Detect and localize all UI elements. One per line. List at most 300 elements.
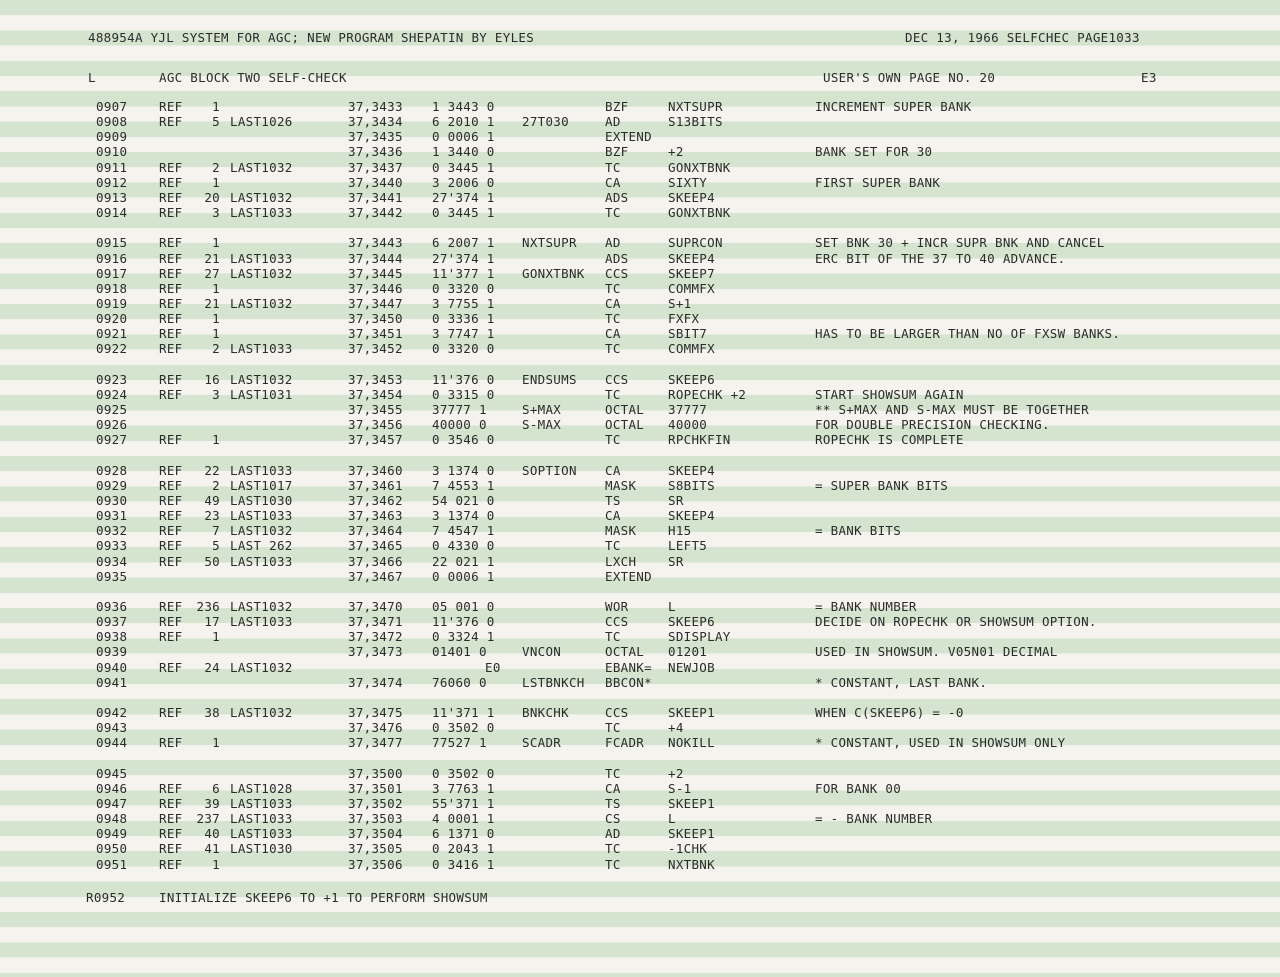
listing-ref-last: LAST 262 [230, 538, 293, 554]
listing-ref-count: 21 [204, 295, 220, 311]
listing-label: BNKCHK [522, 705, 569, 720]
listing-octal-word: 40000 0 [432, 417, 487, 433]
listing-opcode: CCS [605, 705, 629, 720]
listing-ref-last: LAST1033 [230, 462, 293, 478]
listing-line-number: 0950 [96, 841, 128, 857]
subheader-mark: L [88, 70, 96, 85]
listing-ref-keyword: REF [159, 614, 183, 630]
listing-address: 37,3474 [348, 674, 403, 690]
listing-ref-last: LAST1033 [230, 553, 293, 569]
listing-opcode: CA [605, 508, 621, 524]
listing-operand: COMMFX [668, 341, 715, 357]
listing-line-number: 0936 [96, 598, 128, 614]
listing-ref-last: LAST1032 [230, 265, 293, 281]
listing-ref-keyword: REF [159, 523, 183, 539]
listing-operand: S8BITS [668, 477, 715, 493]
listing-operand: 01201 [668, 644, 708, 660]
listing-line-number: 0915 [96, 235, 128, 251]
listing-opcode: TC [605, 856, 621, 872]
listing-address: 37,3444 [348, 250, 403, 266]
listing-address: 37,3472 [348, 629, 403, 645]
listing-comment: = SUPER BANK BITS [815, 477, 949, 493]
listing-ref-keyword: REF [159, 492, 183, 508]
listing-ref-count: 7 [212, 523, 220, 539]
listing-ref-keyword: REF [159, 371, 183, 387]
listing-operand: L [668, 598, 676, 614]
listing-opcode: TC [605, 629, 621, 645]
listing-line-number: 0932 [96, 523, 128, 539]
listing-line-number: 0930 [96, 492, 128, 508]
listing-address: 37,3504 [348, 826, 403, 842]
listing-octal-word: 3 1374 0 [432, 462, 495, 478]
subheader-code: E3 [1141, 70, 1157, 85]
listing-octal-word: 0 4330 0 [432, 538, 495, 554]
listing-opcode: TC [605, 720, 621, 736]
listing-operand: GONXTBNK [668, 159, 731, 175]
listing-ref-keyword: REF [159, 159, 183, 175]
listing-opcode: EXTEND [605, 129, 652, 145]
listing-ref-last: LAST1033 [230, 205, 293, 221]
listing-ref-count: 1 [212, 280, 220, 296]
listing-opcode: TC [605, 841, 621, 857]
listing-ref-keyword: REF [159, 508, 183, 524]
listing-octal-word: 4 0001 1 [432, 811, 495, 827]
listing-address: 37,3450 [348, 311, 403, 327]
listing-operand: NEWJOB [668, 659, 715, 675]
listing-ref-count: 2 [212, 159, 220, 175]
listing-ref-keyword: REF [159, 780, 183, 796]
listing-octal-word: 27'374 1 [432, 189, 495, 205]
subheader-title: AGC BLOCK TWO SELF-CHECK [159, 70, 347, 85]
listing-line-number: 0947 [96, 795, 128, 811]
listing-address: 37,3440 [348, 174, 403, 190]
listing-ref-keyword: REF [159, 265, 183, 281]
listing-line-number: 0948 [96, 811, 128, 827]
listing-ref-count: 1 [212, 432, 220, 448]
listing-opcode: CCS [605, 371, 629, 387]
listing-ref-keyword: REF [159, 598, 183, 614]
listing-ref-last: LAST1033 [230, 795, 293, 811]
listing-octal-word: 0 0006 1 [432, 129, 495, 145]
listing-address: 37,3467 [348, 568, 403, 584]
listing-ref-keyword: REF [159, 235, 183, 251]
listing-operand: L [668, 811, 676, 827]
listing-line-number: 0913 [96, 189, 128, 205]
listing-opcode: CCS [605, 265, 629, 281]
listing-opcode: TC [605, 386, 621, 402]
listing-line-number: 0928 [96, 462, 128, 478]
listing-octal-word: E0 [485, 659, 501, 675]
listing-ref-keyword: REF [159, 856, 183, 872]
listing-comment: FIRST SUPER BANK [815, 174, 941, 190]
listing-operand: RPCHKFIN [668, 432, 731, 448]
listing-ref-count: 1 [212, 311, 220, 327]
listing-ref-last: LAST1032 [230, 523, 293, 539]
listing-octal-word: 7 4553 1 [432, 477, 495, 493]
listing-ref-keyword: REF [159, 841, 183, 857]
listing-opcode: CA [605, 174, 621, 190]
listing-ref-last: LAST1033 [230, 811, 293, 827]
listing-ref-keyword: REF [159, 205, 183, 221]
listing-address: 37,3435 [348, 129, 403, 145]
listing-opcode: CA [605, 326, 621, 342]
listing-address: 37,3451 [348, 326, 403, 342]
listing-line-number: 0940 [96, 659, 128, 675]
listing-octal-word: 3 1374 0 [432, 508, 495, 524]
listing-ref-count: 237 [196, 811, 220, 827]
listing-ref-keyword: REF [159, 432, 183, 448]
listing-opcode: TS [605, 492, 621, 508]
listing-opcode: BBCON* [605, 674, 652, 690]
listing-ref-count: 1 [212, 235, 220, 251]
listing-ref-last: LAST1017 [230, 477, 293, 493]
listing-opcode: AD [605, 235, 621, 251]
listing-operand: SKEEP4 [668, 462, 715, 478]
listing-operand: SKEEP1 [668, 795, 715, 811]
listing-ref-count: 236 [196, 598, 220, 614]
listing-ref-last: LAST1032 [230, 705, 293, 720]
listing-operand: -1CHK [668, 841, 708, 857]
listing-operand: SIXTY [668, 174, 708, 190]
listing-operand: FXFX [668, 311, 700, 327]
listing-opcode: TC [605, 311, 621, 327]
listing-octal-word: 55'371 1 [432, 795, 495, 811]
listing-line-number: 0922 [96, 341, 128, 357]
listing-ref-count: 41 [204, 841, 220, 857]
listing-line-number: 0937 [96, 614, 128, 630]
listing-line-number: 0914 [96, 205, 128, 221]
listing-octal-word: 0 3320 0 [432, 341, 495, 357]
listing-ref-keyword: REF [159, 553, 183, 569]
listing-opcode: OCTAL [605, 402, 645, 417]
listing-operand: SKEEP6 [668, 614, 715, 630]
listing-address: 37,3505 [348, 841, 403, 857]
listing-ref-count: 2 [212, 341, 220, 357]
listing-ref-keyword: REF [159, 341, 183, 357]
listing-octal-word: 0 0006 1 [432, 568, 495, 584]
listing-ref-count: 17 [204, 614, 220, 630]
listing-opcode: CA [605, 462, 621, 478]
listing-octal-word: 6 1371 0 [432, 826, 495, 842]
listing-operand: SKEEP7 [668, 265, 715, 281]
listing-address: 37,3445 [348, 265, 403, 281]
listing-operand: NXTSUPR [668, 99, 723, 114]
listing-opcode: TC [605, 159, 621, 175]
listing-ref-last: LAST1032 [230, 598, 293, 614]
listing-octal-word: 1 3443 0 [432, 99, 495, 114]
listing-address: 37,3466 [348, 553, 403, 569]
listing-line-number: 0931 [96, 508, 128, 524]
listing-line-number: 0945 [96, 765, 128, 781]
listing-line-number: 0919 [96, 295, 128, 311]
listing-octal-word: 27'374 1 [432, 250, 495, 266]
listing-line-number: 0910 [96, 144, 128, 160]
listing-opcode: TC [605, 765, 621, 781]
listing-ref-last: LAST1028 [230, 780, 293, 796]
listing-ref-keyword: REF [159, 795, 183, 811]
listing-operand: SDISPLAY [668, 629, 731, 645]
listing-ref-keyword: REF [159, 477, 183, 493]
listing-ref-keyword: REF [159, 174, 183, 190]
listing-operand: LEFT5 [668, 538, 708, 554]
listing-opcode: TC [605, 280, 621, 296]
listing-ref-count: 3 [212, 386, 220, 402]
listing-label: SCADR [522, 735, 562, 751]
listing-operand: SKEEP4 [668, 189, 715, 205]
listing-ref-keyword: REF [159, 326, 183, 342]
listing-ref-count: 23 [204, 508, 220, 524]
listing-ref-last: LAST1032 [230, 159, 293, 175]
listing-line-number: 0951 [96, 856, 128, 872]
listing-octal-word: 6 2007 1 [432, 235, 495, 251]
listing-comment: BANK SET FOR 30 [815, 144, 933, 160]
listing-line-number: 0935 [96, 568, 128, 584]
listing-ref-count: 1 [212, 735, 220, 751]
listing-address: 37,3461 [348, 477, 403, 493]
listing-octal-word: 3 7763 1 [432, 780, 495, 796]
listing-octal-word: 0 3445 1 [432, 159, 495, 175]
listing-address: 37,3454 [348, 386, 403, 402]
listing-ref-count: 1 [212, 629, 220, 645]
listing-label: S+MAX [522, 402, 562, 417]
listing-operand: S+1 [668, 295, 692, 311]
listing-address: 37,3502 [348, 795, 403, 811]
listing-address: 37,3446 [348, 280, 403, 296]
listing-opcode: CCS [605, 614, 629, 630]
listing-ref-count: 39 [204, 795, 220, 811]
listing-operand: NXTBNK [668, 856, 715, 872]
listing-operand: SR [668, 553, 684, 569]
listing-ref-keyword: REF [159, 629, 183, 645]
listing-opcode: MASK [605, 523, 637, 539]
listing-octal-word: 0 3416 1 [432, 856, 495, 872]
listing-ref-last: LAST1033 [230, 250, 293, 266]
subheader-page: USER'S OWN PAGE NO. 20 [823, 70, 996, 85]
listing-ref-count: 1 [212, 174, 220, 190]
listing-line-number: 0924 [96, 386, 128, 402]
listing-comment: FOR BANK 00 [815, 780, 902, 796]
listing-comment: DECIDE ON ROPECHK OR SHOWSUM OPTION. [815, 614, 1097, 630]
listing-ref-keyword: REF [159, 826, 183, 842]
listing-ref-last: LAST1032 [230, 371, 293, 387]
listing-operand: SKEEP4 [668, 508, 715, 524]
listing-ref-count: 3 [212, 205, 220, 221]
listing-label: GONXTBNK [522, 265, 585, 281]
listing-opcode: TS [605, 795, 621, 811]
listing-opcode: BZF [605, 99, 629, 114]
listing-line-number: 0909 [96, 129, 128, 145]
listing-address: 37,3447 [348, 295, 403, 311]
listing-ref-keyword: REF [159, 386, 183, 402]
footer-line-number: R0952 [86, 890, 126, 905]
listing-octal-word: 22 021 1 [432, 553, 495, 569]
footer-comment: INITIALIZE SKEEP6 TO +1 TO PERFORM SHOWSUM [159, 890, 488, 905]
listing-operand: 40000 [668, 417, 708, 433]
listing-comment: ** S+MAX AND S-MAX MUST BE TOGETHER [815, 402, 1089, 417]
listing-operand: +2 [668, 765, 684, 781]
listing-address: 37,3477 [348, 735, 403, 751]
listing-ref-count: 1 [212, 99, 220, 114]
listing-address: 37,3501 [348, 780, 403, 796]
listing-ref-last: LAST1033 [230, 508, 293, 524]
listing-octal-word: 6 2010 1 [432, 114, 495, 130]
listing-comment: INCREMENT SUPER BANK [815, 99, 972, 114]
listing-line-number: 0923 [96, 371, 128, 387]
listing-ref-keyword: REF [159, 189, 183, 205]
listing-address: 37,3465 [348, 538, 403, 554]
listing-address: 37,3457 [348, 432, 403, 448]
listing-line-number: 0908 [96, 114, 128, 130]
listing-line-number: 0920 [96, 311, 128, 327]
listing-line-number: 0916 [96, 250, 128, 266]
listing-opcode: CA [605, 780, 621, 796]
listing-ref-count: 5 [212, 538, 220, 554]
listing-address: 37,3441 [348, 189, 403, 205]
listing-operand: SKEEP4 [668, 250, 715, 266]
listing-address: 37,3462 [348, 492, 403, 508]
listing-comment: FOR DOUBLE PRECISION CHECKING. [815, 417, 1050, 433]
listing-octal-word: 77527 1 [432, 735, 487, 751]
listing-address: 37,3476 [348, 720, 403, 736]
listing-opcode: FCADR [605, 735, 645, 751]
listing-opcode: AD [605, 114, 621, 130]
listing-octal-word: 0 3546 0 [432, 432, 495, 448]
listing-address: 37,3437 [348, 159, 403, 175]
listing-ref-count: 49 [204, 492, 220, 508]
listing-line-number: 0934 [96, 553, 128, 569]
listing-ref-keyword: REF [159, 659, 183, 675]
listing-comment: HAS TO BE LARGER THAN NO OF FXSW BANKS. [815, 326, 1121, 342]
listing-line-number: 0941 [96, 674, 128, 690]
listing-octal-word: 3 7747 1 [432, 326, 495, 342]
listing-label: SOPTION [522, 462, 577, 478]
listing-line-number: 0942 [96, 705, 128, 720]
listing-line-number: 0949 [96, 826, 128, 842]
listing-octal-word: 01401 0 [432, 644, 487, 660]
listing-line-number: 0944 [96, 735, 128, 751]
listing-operand: SKEEP1 [668, 705, 715, 720]
header-right: DEC 13, 1966 SELFCHEC PAGE1033 [905, 30, 1140, 45]
listing-comment: * CONSTANT, USED IN SHOWSUM ONLY [815, 735, 1066, 751]
listing-octal-word: 11'376 0 [432, 614, 495, 630]
listing-address: 37,3456 [348, 417, 403, 433]
listing-operand: SKEEP1 [668, 826, 715, 842]
listing-octal-word: 76060 0 [432, 674, 487, 690]
listing-ref-keyword: REF [159, 295, 183, 311]
listing-ref-count: 50 [204, 553, 220, 569]
listing-octal-word: 05 001 0 [432, 598, 495, 614]
listing-ref-keyword: REF [159, 250, 183, 266]
listing-operand: S-1 [668, 780, 692, 796]
listing-ref-count: 38 [204, 705, 220, 720]
listing-octal-word: 7 4547 1 [432, 523, 495, 539]
listing-operand: SKEEP6 [668, 371, 715, 387]
listing-line-number: 0939 [96, 644, 128, 660]
listing-address: 37,3473 [348, 644, 403, 660]
listing-ref-keyword: REF [159, 311, 183, 327]
listing-operand: NOKILL [668, 735, 715, 751]
listing-ref-keyword: REF [159, 735, 183, 751]
listing-ref-keyword: REF [159, 811, 183, 827]
listing-address: 37,3436 [348, 144, 403, 160]
listing-line-number: 0917 [96, 265, 128, 281]
listing-ref-last: LAST1032 [230, 659, 293, 675]
listing-octal-word: 0 3445 1 [432, 205, 495, 221]
listing-octal-word: 0 3502 0 [432, 765, 495, 781]
listing-octal-word: 54 021 0 [432, 492, 495, 508]
listing-address: 37,3464 [348, 523, 403, 539]
listing-address: 37,3443 [348, 235, 403, 251]
listing-comment: WHEN C(SKEEP6) = -0 [815, 705, 964, 720]
listing-octal-word: 11'371 1 [432, 705, 495, 720]
listing-operand: SBIT7 [668, 326, 708, 342]
listing-line-number: 0921 [96, 326, 128, 342]
listing-ref-last: LAST1026 [230, 114, 293, 130]
listing-address: 37,3452 [348, 341, 403, 357]
listing-octal-word: 0 3324 1 [432, 629, 495, 645]
listing-octal-word: 3 2006 0 [432, 174, 495, 190]
listing-opcode: AD [605, 826, 621, 842]
listing-address: 37,3506 [348, 856, 403, 872]
listing-opcode: BZF [605, 144, 629, 160]
listing-opcode: ADS [605, 250, 629, 266]
listing-octal-word: 1 3440 0 [432, 144, 495, 160]
listing-ref-last: LAST1033 [230, 341, 293, 357]
listing-line-number: 0933 [96, 538, 128, 554]
listing-opcode: EBANK= [605, 659, 652, 675]
listing-label: ENDSUMS [522, 371, 577, 387]
listing-opcode: TC [605, 432, 621, 448]
listing-opcode: TC [605, 205, 621, 221]
listing-operand: +2 [668, 144, 684, 160]
listing-ref-keyword: REF [159, 538, 183, 554]
listing-address: 37,3453 [348, 371, 403, 387]
listing-ref-count: 21 [204, 250, 220, 266]
listing-address: 37,3503 [348, 811, 403, 827]
listing-label: 27T030 [522, 114, 569, 130]
listing-octal-word: 11'377 1 [432, 265, 495, 281]
listing-opcode: OCTAL [605, 417, 645, 433]
listing-line-number: 0946 [96, 780, 128, 796]
listing-ref-keyword: REF [159, 462, 183, 478]
listing-opcode: LXCH [605, 553, 637, 569]
listing-ref-keyword: REF [159, 99, 183, 114]
listing-ref-count: 16 [204, 371, 220, 387]
listing-ref-last: LAST1031 [230, 386, 293, 402]
listing-opcode: EXTEND [605, 568, 652, 584]
listing-octal-word: 0 2043 1 [432, 841, 495, 857]
listing-comment: ROPECHK IS COMPLETE [815, 432, 964, 448]
listing-ref-count: 2 [212, 477, 220, 493]
listing-operand: SUPRCON [668, 235, 723, 251]
listing-octal-word: 0 3502 0 [432, 720, 495, 736]
listing-line-number: 0938 [96, 629, 128, 645]
listing-opcode: WOR [605, 598, 629, 614]
listing-line-number: 0907 [96, 99, 128, 114]
listing-line-number: 0929 [96, 477, 128, 493]
listing-address: 37,3470 [348, 598, 403, 614]
listing-operand: COMMFX [668, 280, 715, 296]
listing-opcode: ADS [605, 189, 629, 205]
listing-octal-word: 0 3320 0 [432, 280, 495, 296]
listing-ref-last: LAST1030 [230, 841, 293, 857]
listing-comment: SET BNK 30 + INCR SUPR BNK AND CANCEL [815, 235, 1105, 251]
listing-opcode: TC [605, 538, 621, 554]
listing-ref-keyword: REF [159, 114, 183, 130]
listing-comment: = - BANK NUMBER [815, 811, 933, 827]
listing-operand: H15 [668, 523, 692, 539]
listing-octal-word: 0 3336 1 [432, 311, 495, 327]
